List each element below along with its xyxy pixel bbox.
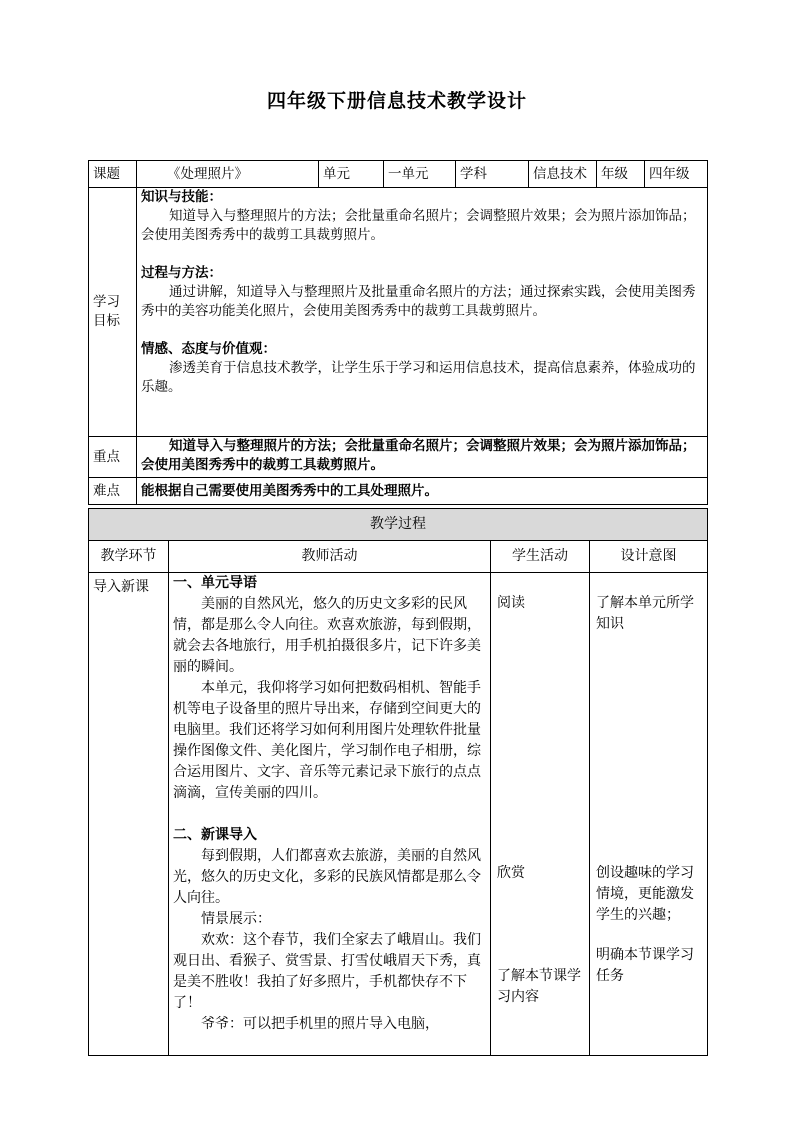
info-row bbox=[89, 161, 708, 188]
key-point-label: 重点 bbox=[89, 437, 137, 478]
key-point-text: 知道导入与整理照片的方法；会批量重命名照片；会调整照片效果；会为照片添加饰品；会使用美图秀秀中的裁剪工具裁剪照片。 bbox=[137, 437, 708, 478]
nianji-value: 四年级 bbox=[645, 161, 708, 188]
danyuan-label: 单元 bbox=[319, 161, 384, 188]
process-columns-row bbox=[89, 541, 708, 573]
method-text: 通过讲解，知道导入与整理照片及批量重命名照片的方法；通过探索实践，会使用美图秀秀中的美容功能美化照片，会使用美图秀秀中的裁剪工具裁剪照片。 bbox=[141, 284, 696, 319]
intent-3: 明确本节课学习任务 bbox=[596, 947, 694, 984]
key-point-row bbox=[89, 437, 708, 478]
student-activity-1: 阅读 bbox=[497, 595, 525, 611]
goals-content bbox=[137, 188, 708, 437]
goals-label: 学习 目标 bbox=[89, 188, 137, 437]
section-1-para-2: 本单元，我仰将学习如何把数码相机、智能手机等电子设备里的照片导出来，存储到空间更大的电脑里。我们还将学习如何利用图片处理软件批量操作图像文件、美化图片，学习制作电子相册，综合运用图片、文字、音乐等元素记录下旅行的点点滴滴，宣传美丽的四川。 bbox=[173, 680, 481, 801]
section-2-title: 二、新课导入 bbox=[173, 827, 257, 843]
difficulty-label: 难点 bbox=[89, 478, 137, 505]
attitude-title: 情感、态度与价值观： bbox=[141, 341, 276, 357]
section-2-para-1: 每到假期，人们都喜欢去旅游，美丽的自然风光，悠久的历史文化，多彩的民族风情都是那么令人向往。 bbox=[173, 848, 481, 906]
xueke-label: 学科 bbox=[456, 161, 529, 188]
section-2-para-3: 欢欢：这个春节，我们全家去了峨眉山。我们观日出、看猴子、赏雪景、打雪仗峨眉天下秀，真是美不胜收！我拍了好多照片，手机都快存不下了！ bbox=[173, 932, 481, 1011]
intent-1: 了解本单元所学知识 bbox=[596, 595, 694, 632]
process-header: 教学过程 bbox=[89, 509, 708, 541]
section-1-para-1: 美丽的自然风光，悠久的历史文多彩的民风情，都是那么令人向往。欢喜欢旅游，每到假期，就会去各地旅行，用手机拍摄很多片，记下许多美丽的瞬间。 bbox=[173, 596, 481, 675]
section-2-para-4: 爷爷：可以把手机里的照片导入电脑， bbox=[201, 1016, 439, 1032]
intent-cell bbox=[590, 573, 708, 1056]
xueke-value: 信息技术 bbox=[529, 161, 597, 188]
page-title: 四年级下册信息技术教学设计 bbox=[266, 90, 527, 112]
difficulty-row bbox=[89, 478, 708, 505]
student-cell bbox=[491, 573, 590, 1056]
knowledge-title: 知识与技能： bbox=[141, 189, 222, 205]
difficulty-text: 能根据自己需要使用美图秀秀中的工具处理照片。 bbox=[137, 478, 708, 505]
col-stage: 教学环节 bbox=[89, 541, 169, 573]
keti-value: 《处理照片》 bbox=[137, 161, 319, 188]
intent-2: 创设趣味的学习情境，更能激发学生的兴趣； bbox=[596, 865, 694, 923]
col-student: 学生活动 bbox=[491, 541, 590, 573]
col-teacher: 教师活动 bbox=[169, 541, 491, 573]
nianji-label: 年级 bbox=[597, 161, 645, 188]
knowledge-text: 知道导入与整理照片的方法；会批量重命名照片；会调整照片效果；会为照片添加饰品；会使用美图秀秀中的裁剪工具裁剪照片。 bbox=[141, 208, 696, 243]
info-table bbox=[88, 160, 708, 505]
section-1-title: 一、单元导语 bbox=[173, 575, 257, 591]
keti-label: 课题 bbox=[89, 161, 137, 188]
process-header-row bbox=[89, 509, 708, 541]
attitude-text: 渗透美育于信息技术教学，让学生乐于学习和运用信息技术，提高信息素养，体验成功的乐趣。 bbox=[141, 360, 696, 395]
method-title: 过程与方法： bbox=[141, 265, 222, 281]
student-activity-3: 了解本节课学习内容 bbox=[497, 968, 581, 1005]
section-2-para-2: 情景展示： bbox=[201, 911, 271, 927]
danyuan-value: 一单元 bbox=[384, 161, 456, 188]
stage-cell: 导入新课 bbox=[89, 573, 169, 1056]
process-row bbox=[89, 573, 708, 1056]
process-table bbox=[88, 508, 708, 1056]
col-intent: 设计意图 bbox=[590, 541, 708, 573]
teacher-cell bbox=[169, 573, 491, 1056]
student-activity-2: 欣赏 bbox=[497, 865, 525, 881]
goals-row bbox=[89, 188, 708, 437]
